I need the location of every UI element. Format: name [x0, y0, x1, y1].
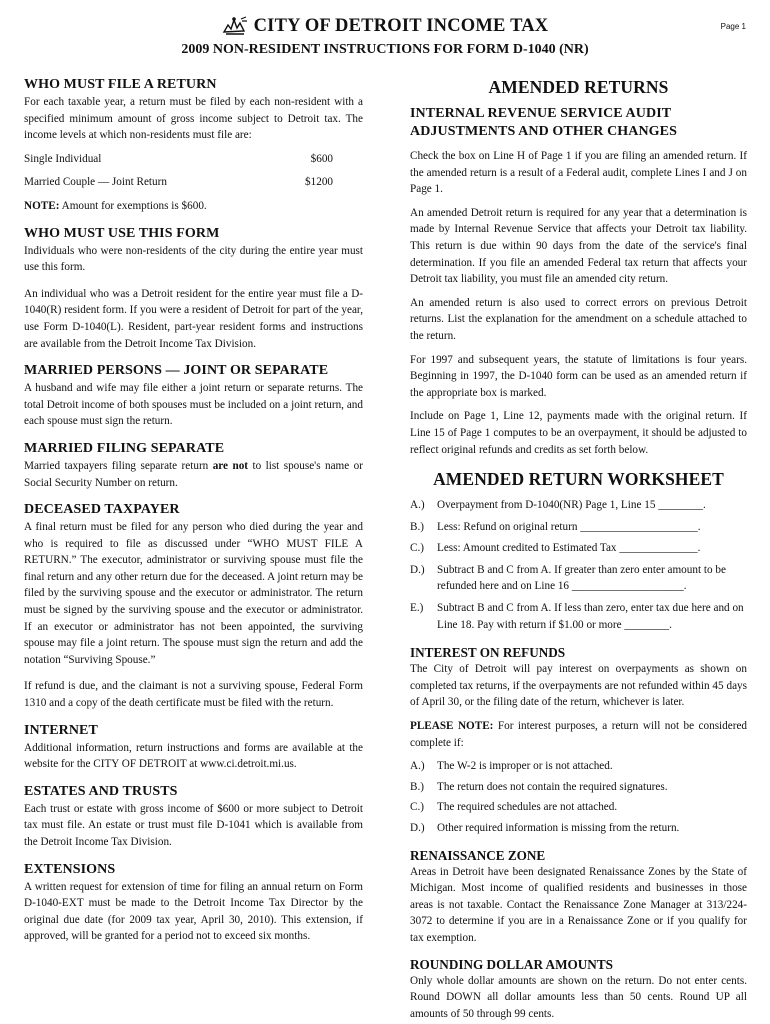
- item-label: A.): [410, 760, 425, 773]
- worksheet-item: [410, 562, 747, 595]
- para-who-must-file: For each taxable year, a return must be filed by each non-resident with a specified minimum amount of gross income subject to Detroit tax. The income levels at which non-residents must file are:: [24, 96, 363, 142]
- para-married-separate: [24, 458, 363, 491]
- heading-who-must-use: WHO MUST USE THIS FORM: [24, 225, 220, 241]
- para-deceased-1: A final return must be filed for any person who died during the year and who is required to file as discussed under “WHO MUST FILE A RETURN.” The executor, administrator or surviving spouse must file the final return and any other return due for the deceased. A joint return may be filed by the surviving spouse and the executor or administrator. The return must be signed by the surviving spouse and the executor or administrator. If an executor or administrator has not been appointed, the surviving spouse may file a joint return. The spouse must sign the return and add the notation “Surviving Spouse.”: [24, 521, 363, 666]
- item-label: A.): [410, 499, 425, 512]
- exemption-note: [24, 198, 363, 215]
- section-deceased: [24, 501, 363, 712]
- heading-amended-returns: AMENDED RETURNS: [488, 77, 669, 97]
- income-row-label: Single Individual: [24, 152, 102, 165]
- list-item: [410, 758, 747, 775]
- heading-worksheet: AMENDED RETURN WORKSHEET: [433, 469, 724, 490]
- para-amended-3: An amended return is also used to correct errors on previous Detroit returns. List the explanation for the amendment on a schedule attached to the return.: [410, 296, 747, 342]
- para-amended-5: Include on Page 1, Line 12, payments made with the original return. If Line 15 of Page 1 computes to be an overpayment, it should be adjusted to reflect original refunds and credits as set forth below.: [410, 410, 747, 456]
- para-who-must-use-1: Individuals who were non-residents of the city during the entire year must use this form.: [24, 244, 363, 274]
- page-title: CITY OF DETROIT INCOME TAX: [253, 16, 549, 36]
- section-who-must-use: [24, 225, 363, 353]
- income-row-joint: [24, 174, 363, 191]
- note-label: PLEASE NOTE:: [410, 720, 494, 733]
- section-renaissance: [410, 848, 747, 947]
- heading-extensions: EXTENSIONS: [24, 861, 116, 877]
- heading-renaissance: RENAISSANCE ZONE: [410, 847, 546, 863]
- para-interest: The City of Detroit will pay interest on overpayments as shown on completed tax returns, if the overpayments are not refunded within 45 days of April 30, or the filing date of the return, whichever is later.: [410, 663, 747, 709]
- worksheet-item: [410, 519, 747, 536]
- item-text: Less: Amount credited to Estimated Tax ______________.: [437, 542, 701, 555]
- worksheet-item: [410, 540, 747, 557]
- interest-note: [410, 718, 747, 751]
- para-rounding: Only whole dollar amounts are shown on the return. Do not enter cents. Round DOWN all dollar amounts less than 50 cents. Round UP all amounts of 50 through 99 cents.: [410, 974, 747, 1020]
- item-text: Other required information is missing from the return.: [437, 822, 680, 834]
- section-estates: [24, 783, 363, 851]
- para-estates: Each trust or estate with gross income of $600 or more subject to Detroit tax must file. An estate or trust must file D-1041 which is available from the Detroit Income Tax Division.: [24, 802, 363, 848]
- heading-deceased: DECEASED TAXPAYER: [24, 502, 180, 518]
- right-column: [410, 76, 747, 1022]
- income-row-single: [24, 151, 363, 168]
- section-extensions: [24, 861, 363, 945]
- heading-interest: INTEREST ON REFUNDS: [410, 645, 566, 661]
- income-row-amount: $1200: [305, 176, 333, 189]
- item-label: B.): [410, 780, 424, 793]
- heading-internet: INTERNET: [24, 722, 98, 738]
- section-amended: [410, 76, 747, 458]
- section-interest: [410, 645, 747, 836]
- item-text: The required schedules are not attached.: [437, 801, 618, 814]
- item-text: Subtract B and C from A. If greater than zero enter amount to be refunded here and on Line 16 ____________________.: [437, 563, 726, 593]
- title-row: [0, 16, 770, 42]
- item-label: C.): [410, 542, 424, 555]
- item-label: D.): [410, 563, 425, 576]
- page-subtitle: 2009 NON-RESIDENT INSTRUCTIONS FOR FORM D-1040 (NR): [181, 42, 589, 57]
- item-label: B.): [410, 520, 424, 533]
- para-internet: Additional information, return instructions and forms are available at the website for the CITY OF DETROIT at www.ci.detroit.mi.us.: [24, 741, 363, 771]
- para-renaissance: Areas in Detroit have been designated Renaissance Zones by the State of Michigan. Most income of qualified residents and businesses in those areas is not taxable. Contact the Renaissance Zone Manager at 313/224-3072 to determine if you are in a Renaissance Zone or if you qualify for tax exemption.: [410, 865, 747, 944]
- item-label: E.): [410, 602, 424, 615]
- heading-married-separate: MARRIED FILING SEPARATE: [24, 440, 225, 456]
- section-rounding: [410, 957, 747, 1023]
- note-text: Amount for exemptions is $600.: [59, 199, 207, 212]
- income-row-label: Married Couple — Joint Return: [24, 176, 167, 189]
- para-text: Married taxpayers filing separate return: [24, 459, 213, 472]
- para-amended-1: Check the box on Line H of Page 1 if you are filing an amended return. If the amended return is a result of a Federal audit, complete Lines I and J on Page 1.: [410, 150, 747, 196]
- income-row-amount: $600: [310, 152, 333, 165]
- item-label: D.): [410, 822, 425, 834]
- heading-who-must-file: WHO MUST FILE A RETURN: [24, 77, 217, 92]
- para-amended-2: An amended Detroit return is required for any year that a determination is made by Internal Revenue Service that affects your Detroit tax liability. This return is due within 90 days from the date of the service's final determination. If you file an amended Federal tax return that affects your Detroit tax liability, you must file an amended city return.: [410, 206, 747, 286]
- list-item: [410, 820, 747, 837]
- note-label: NOTE:: [24, 199, 60, 212]
- item-text: Overpayment from D-1040(NR) Page 1, Line 15 ________.: [437, 499, 706, 512]
- worksheet-item: [410, 600, 747, 633]
- list-item: [410, 799, 747, 816]
- worksheet-item: [410, 497, 747, 514]
- subheading-irs-audit: INTERNAL REVENUE SERVICE AUDIT ADJUSTMENTS AND OTHER CHANGES: [410, 106, 677, 139]
- para-text: to list spouse's name or Social Security Number on return.: [24, 459, 363, 489]
- city-seal-icon: [222, 16, 248, 42]
- item-text: Less: Refund on original return _____________________.: [437, 520, 701, 533]
- heading-married-joint: MARRIED PERSONS — JOINT OR SEPARATE: [24, 363, 329, 379]
- item-label: C.): [410, 801, 424, 814]
- para-who-must-use-2: An individual who was a Detroit resident for the entire year must file a D-1040(R) resident form. If you were a resident of Detroit for part of the year, use Form D-1040(L). Resident, part-year resident forms and instructions are available from the Detroit Income Tax Division.: [24, 287, 363, 350]
- heading-estates: ESTATES AND TRUSTS: [24, 783, 178, 799]
- page-number: Page 1: [720, 22, 746, 31]
- para-deceased-2: If refund is due, and the claimant is not a surviving spouse, Federal Form 1310 and a copy of the death certificate must be filed with the return.: [24, 680, 363, 710]
- para-amended-4: For 1997 and subsequent years, the statute of limitations is four years. Beginning in 1997, the D-1040 form can be used as an amended return if the appropriate box is marked.: [410, 353, 747, 399]
- section-who-must-file: [24, 76, 363, 215]
- page-header: [0, 0, 770, 70]
- section-married-separate: [24, 440, 363, 491]
- heading-rounding: ROUNDING DOLLAR AMOUNTS: [410, 956, 613, 972]
- para-emphasis: are not: [212, 459, 249, 472]
- section-married-joint: [24, 362, 363, 430]
- para-married-joint: A husband and wife may file either a joint return or separate returns. The total Detroit income of both spouses must be included on a joint return, and each spouse must sign the return.: [24, 382, 363, 428]
- para-extensions: A written request for extension of time for filing an annual return on Form D-1040-EXT must be made to the Detroit Income Tax Director by the original due date (for 2009 tax year, April 30, 2010). This extension, if approved, will be granted for a period not to exceed six months.: [24, 880, 363, 943]
- section-internet: [24, 722, 363, 773]
- item-text: The return does not contain the required signatures.: [437, 780, 668, 793]
- section-worksheet: [410, 468, 747, 633]
- item-text: Subtract B and C from A. If less than zero, enter tax due here and on Line 18. Pay with return if $1.00 or more ________.: [437, 602, 744, 631]
- item-text: The W-2 is improper or is not attached.: [437, 760, 613, 773]
- left-column: [24, 76, 363, 945]
- note-text: For interest purposes, a return will not be considered complete if:: [410, 720, 748, 749]
- list-item: [410, 779, 747, 796]
